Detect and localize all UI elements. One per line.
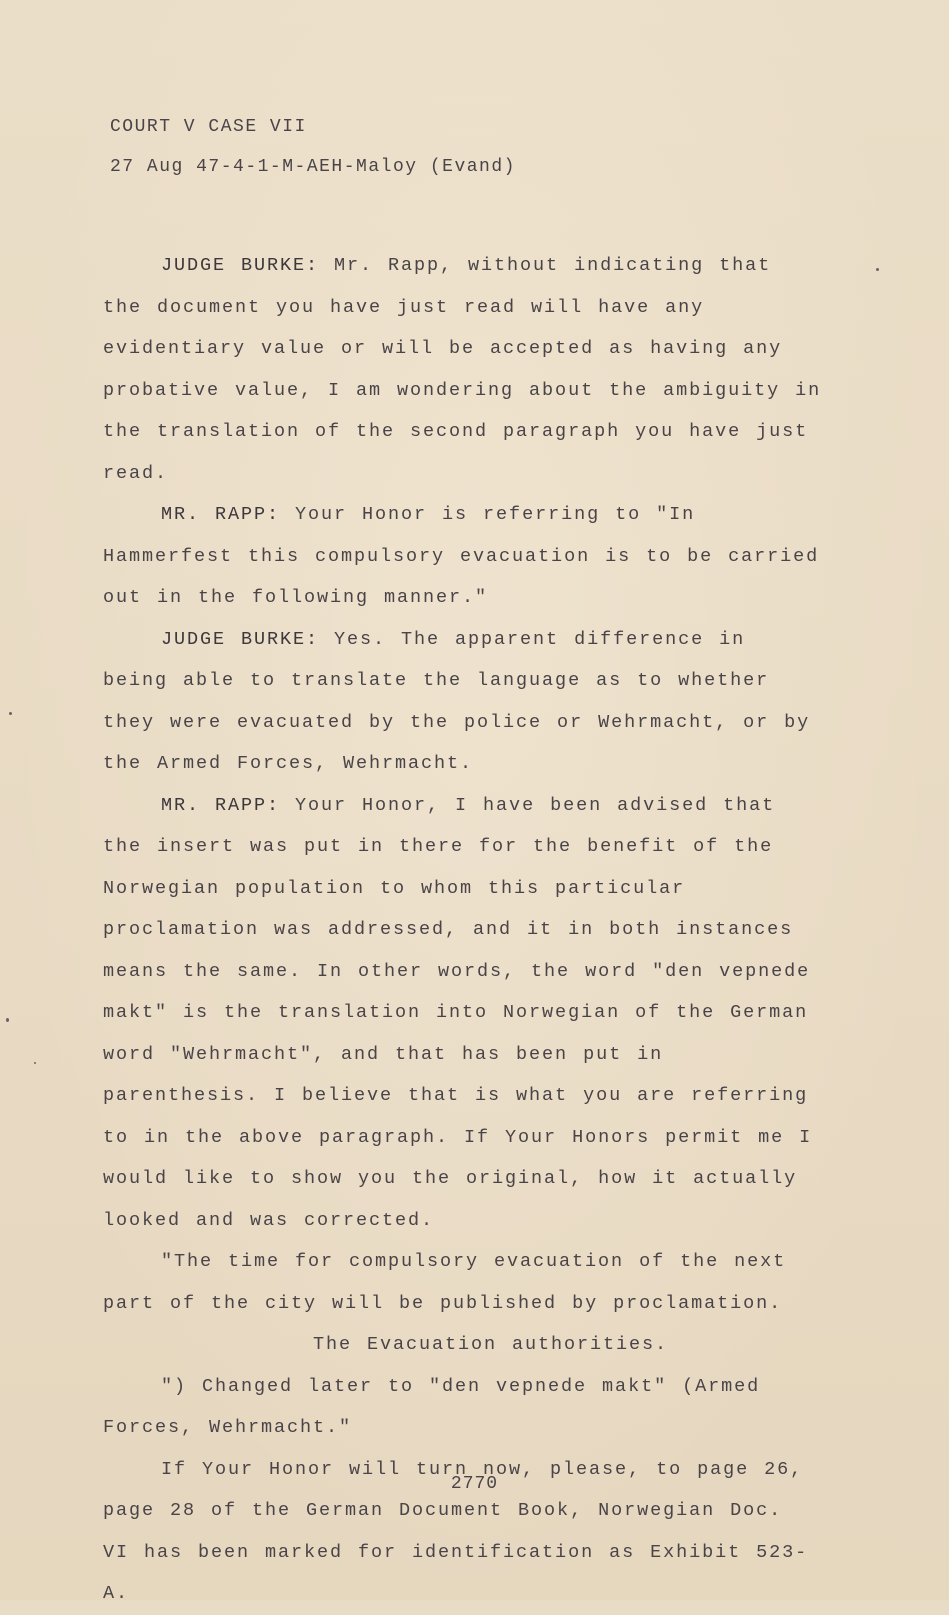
transcript-paragraph	[103, 619, 823, 785]
paper-speck	[6, 1018, 9, 1022]
transcript-body	[103, 245, 823, 1615]
paragraph-text: Your Honor, I have been advised that the insert was put in there for the benefit of the Norwegian population to whom this particular proclamation was addressed, and it in both instances means the same. In other words, the word "den vepnede makt" is the translation into Norwegian of the German word "Wehrmacht", and that has been put in parenthesis. I believe that is what you are referring to in the above paragraph. If Your Honors permit me I would like to show you the original, how it actually looked and was corrected.	[103, 794, 813, 1231]
speaker-label: MR. RAPP:	[161, 794, 281, 816]
quoted-proclamation	[103, 1241, 823, 1324]
paper-speck	[9, 712, 12, 715]
paragraph-text: If Your Honor will turn now, please, to page 26, page 28 of the German Document Book, Norwegian Doc. VI has been marked for identification as Exhibit 523-A.	[103, 1458, 809, 1604]
page-number: 2770	[450, 1474, 499, 1494]
paragraph-text: Yes. The apparent difference in being able to translate the language as to whether they were evacuated by the police or Wehrmacht, or by the Armed Forces, Wehrmacht.	[103, 628, 811, 774]
transcript-paragraph	[103, 785, 823, 1242]
paragraph-text: ") Changed later to "den vepnede makt" (Armed Forces, Wehrmacht."	[103, 1375, 761, 1438]
speaker-label: MR. RAPP:	[161, 504, 281, 525]
session-reference-line: 27 Aug 47-4-1-M-AEH-Maloy (Evand)	[110, 157, 516, 177]
paragraph-text: Your Honor is referring to "In Hammerfest this compulsory evacuation is to be carried out in the following manner."	[103, 504, 820, 608]
paper-speck	[876, 268, 879, 271]
paragraph-text: The Evacuation authorities.	[313, 1334, 669, 1355]
transcript-paragraph	[103, 494, 823, 619]
footnote-paragraph	[103, 1366, 823, 1449]
speaker-label: JUDGE BURKE:	[161, 255, 320, 276]
paper-speck	[34, 1062, 36, 1064]
transcript-paragraph	[103, 245, 823, 494]
paragraph-text: "The time for compulsory evacuation of the next part of the city will be published by proclamation.	[103, 1251, 787, 1314]
proclamation-signature	[103, 1324, 823, 1366]
speaker-label: JUDGE BURKE:	[161, 628, 320, 650]
court-case-line: COURT V CASE VII	[110, 117, 307, 137]
paragraph-text: Mr. Rapp, without indicating that the document you have just read will have any evidentiary value or will be accepted as having any probative value, I am wondering about the ambiguity in the translation of the second paragraph you have just read.	[103, 255, 822, 484]
document-header	[110, 118, 516, 176]
